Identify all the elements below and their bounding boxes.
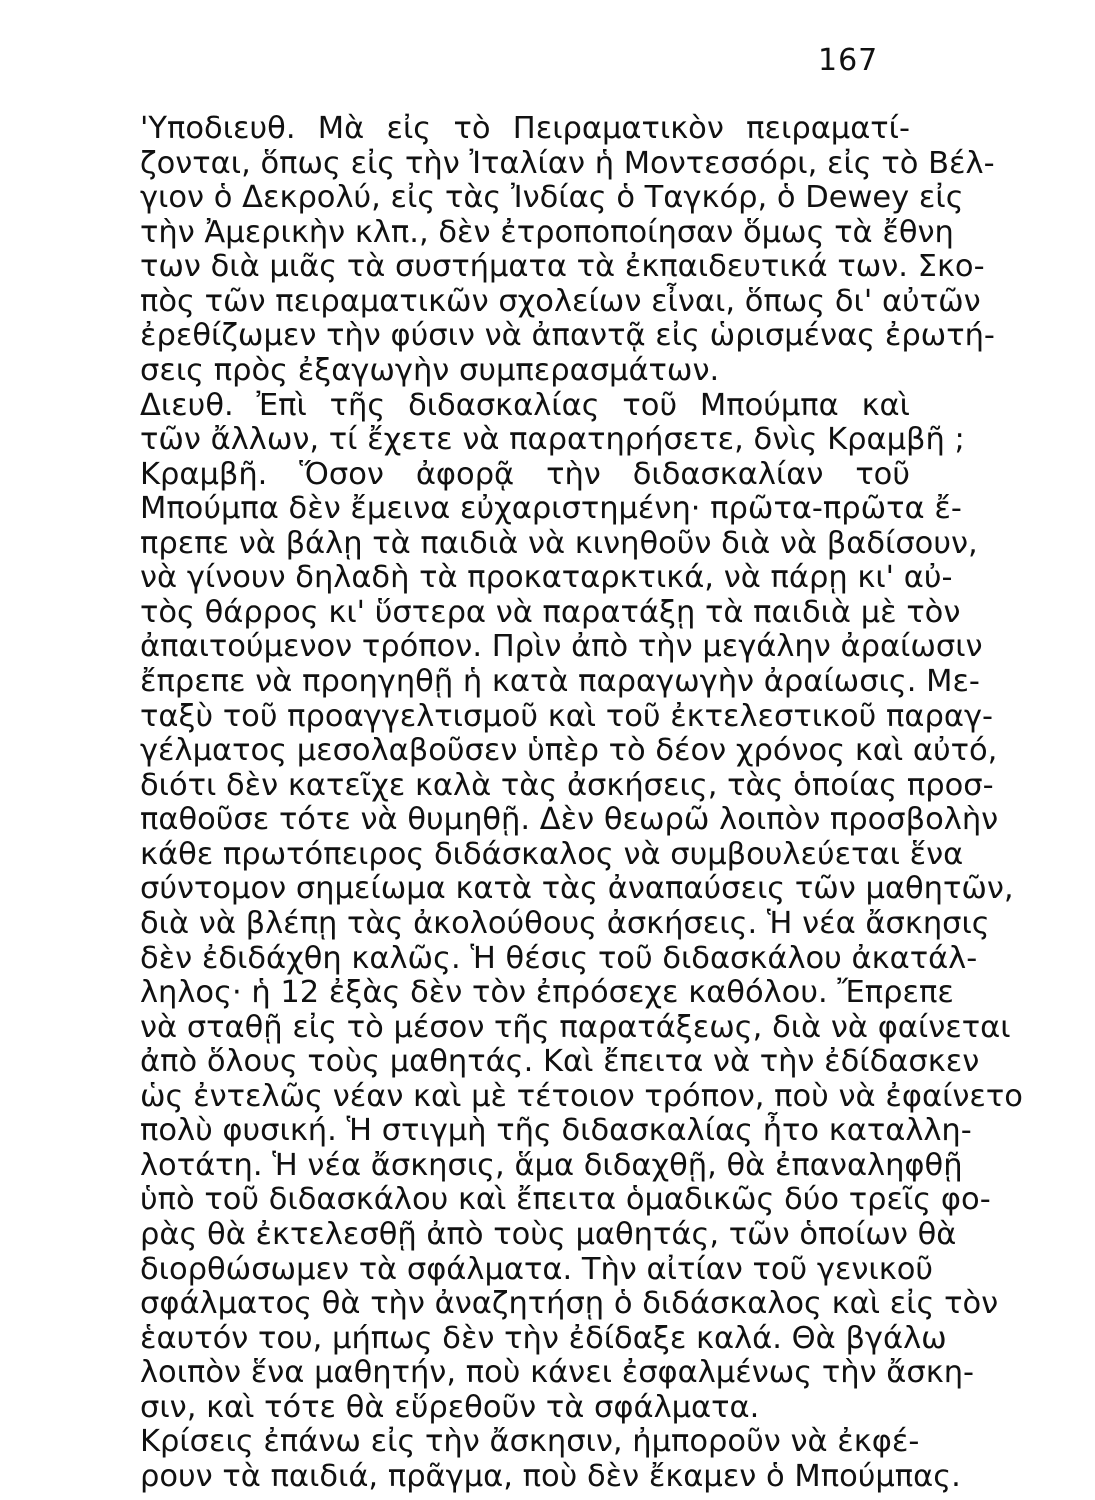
- text-line: Κρίσεις ἐπάνω εἰς τὴν ἄσκησιν, ἠμποροῦν νὰ ἐκφέ-: [140, 1424, 920, 1459]
- text-line: κάθε πρωτόπειρος διδάσκαλος νὰ συμβουλεύεται ἕνα: [140, 837, 964, 872]
- text-line: ζονται, ὅπως εἰς τὴν Ἰταλίαν ἡ Μοντεσσόρι, εἰς τὸ Βέλ-: [140, 146, 995, 181]
- text-line: ἀπαιτούμενον τρόπον. Πρὶν ἀπὸ τὴν μεγάλην ἀραίωσιν: [140, 629, 983, 664]
- text-line: δὲν ἐδιδάχθη καλῶς. Ἡ θέσις τοῦ διδασκάλου ἀκατάλ-: [140, 941, 978, 976]
- text-line: πὸς τῶν πειραματικῶν σχολείων εἶναι, ὅπως δι' αὐτῶν: [140, 284, 981, 319]
- text-line: 'Υποδιευθ. Μὰ εἰς τὸ Πειραματικὸν πειραματί-: [140, 111, 910, 146]
- text-line: τὴν Ἀμερικὴν κλπ., δὲν ἐτροποποίησαν ὅμως τὰ ἔθνη: [140, 215, 954, 250]
- text-line: παθοῦσε τότε νὰ θυμηθῇ. Δὲν θεωρῶ λοιπὸν προσβολὴν: [140, 802, 999, 837]
- text-line: διὰ νὰ βλέπῃ τὰς ἀκολούθους ἀσκήσεις. Ἡ νέα ἄσκησις: [140, 906, 990, 941]
- text-line: ὡς ἐντελῶς νέαν καὶ μὲ τέτοιον τρόπον, ποὺ νὰ ἐφαίνετο: [140, 1079, 1023, 1114]
- text-line: λοτάτη. Ἡ νέα ἄσκησις, ἅμα διδαχθῇ, θὰ ἐπαναληφθῇ: [140, 1148, 963, 1183]
- text-line: νὰ γίνουν δηλαδὴ τὰ προκαταρκτικά, νὰ πάρῃ κι' αὐ-: [140, 560, 953, 595]
- text-line: ἔπρεπε νὰ προηγηθῇ ἡ κατὰ παραγωγὴν ἀραίωσις. Με-: [140, 664, 980, 699]
- text-line: λοιπὸν ἕνα μαθητήν, ποὺ κάνει ἐσφαλμένως τὴν ἄσκη-: [140, 1355, 975, 1390]
- text-line: τῶν ἄλλων, τί ἔχετε νὰ παρατηρήσετε, δνὶς Κραμβῆ ;: [140, 422, 965, 457]
- text-line: νὰ σταθῇ εἰς τὸ μέσον τῆς παρατάξεως, διὰ νὰ φαίνεται: [140, 1010, 1011, 1045]
- text-line: γέλματος μεσολαβοῦσεν ὑπὲρ τὸ δέον χρόνος καὶ αὐτό,: [140, 733, 998, 768]
- text-line: των διὰ μιᾶς τὰ συστήματα τὰ ἐκπαιδευτικά των. Σκο-: [140, 249, 985, 284]
- text-line: Κραμβῆ. Ὅσον ἀφορᾷ τὴν διδασκαλίαν τοῦ: [140, 457, 910, 492]
- text-line: ρουν τὰ παιδιά, πρᾶγμα, ποὺ δὲν ἔκαμεν ὁ Μπούμπας.: [140, 1459, 961, 1494]
- text-line: ἐρεθίζωμεν τὴν φύσιν νὰ ἀπαντᾷ εἰς ὡρισμένας ἐρωτή-: [140, 318, 995, 353]
- text-line: Διευθ. Ἐπὶ τῆς διδασκαλίας τοῦ Μπούμπα καὶ: [140, 388, 910, 423]
- text-line: ἑαυτόν του, μήπως δὲν τὴν ἐδίδαξε καλά. Θὰ βγάλω: [140, 1321, 947, 1356]
- text-line: σιν, καὶ τότε θὰ εὕρεθοῦν τὰ σφάλματα.: [140, 1390, 760, 1425]
- text-line: ρὰς θὰ ἐκτελεσθῇ ἀπὸ τοὺς μαθητάς, τῶν ὁποίων θὰ: [140, 1217, 957, 1252]
- text-line: πολὺ φυσική. Ἡ στιγμὴ τῆς διδασκαλίας ἦτο καταλλη-: [140, 1113, 972, 1148]
- text-line: ὑπὸ τοῦ διδασκάλου καὶ ἔπειτα ὁμαδικῶς δύο τρεῖς φο-: [140, 1182, 991, 1217]
- text-line: σύντομον σημείωμα κατὰ τὰς ἀναπαύσεις τῶν μαθητῶν,: [140, 871, 1014, 906]
- text-line: σφάλματος θὰ τὴν ἀναζητήσῃ ὁ διδάσκαλος καὶ εἰς τὸν: [140, 1286, 999, 1321]
- page-number: 167: [818, 43, 879, 78]
- text-line: διορθώσωμεν τὰ σφάλματα. Τὴν αἰτίαν τοῦ γενικοῦ: [140, 1252, 934, 1287]
- text-line: γιον ὁ Δεκρολύ, εἰς τὰς Ἰνδίας ὁ Ταγκόρ, ὁ Dewey εἰς: [140, 180, 964, 215]
- text-line: Μπούμπα δὲν ἔμεινα εὐχαριστημένη· πρῶτα-πρῶτα ἔ-: [140, 491, 962, 526]
- text-line: τὸς θάρρος κι' ὕστερα νὰ παρατάξῃ τὰ παιδιὰ μὲ τὸν: [140, 595, 961, 630]
- text-line: ταξὺ τοῦ προαγγελτισμοῦ καὶ τοῦ ἐκτελεστικοῦ παραγ-: [140, 699, 994, 734]
- text-line: ἀπὸ ὅλους τοὺς μαθητάς. Καὶ ἔπειτα νὰ τὴν ἐδίδασκεν: [140, 1044, 980, 1079]
- text-line: σεις πρὸς ἐξαγωγὴν συμπερασμάτων.: [140, 353, 720, 388]
- text-line: πρεπε νὰ βάλῃ τὰ παιδιὰ νὰ κινηθοῦν διὰ νὰ βαδίσουν,: [140, 526, 978, 561]
- text-line: διότι δὲν κατεῖχε καλὰ τὰς ἀσκήσεις, τὰς ὁποίας προσ-: [140, 768, 994, 803]
- text-line: ληλος· ἡ 12 ἐξὰς δὲν τὸν ἐπρόσεχε καθόλου. Ἔπρεπε: [140, 975, 954, 1010]
